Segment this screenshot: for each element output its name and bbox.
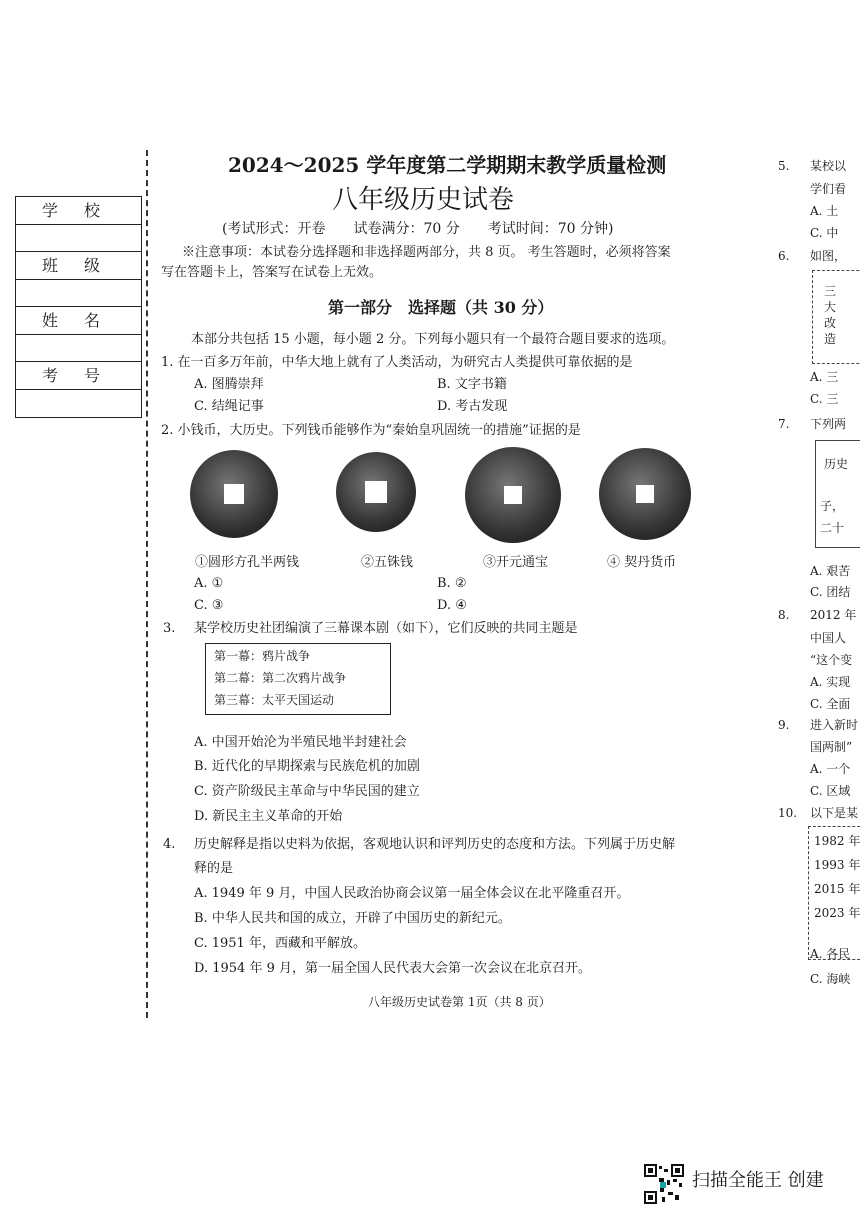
q4-stem-line-1: 历史解释是指以史料为依据，客观地认识和评判历史的态度和方法。下列属于历史解 (194, 837, 676, 852)
q9-stem-2: 国两制” (810, 740, 853, 754)
q5-stem: 某校以 (810, 159, 847, 173)
q7-stem: 下列两 (810, 417, 847, 431)
q5-stem-2: 学们看 (810, 182, 847, 196)
q8-stem: 2012 年 (810, 608, 857, 622)
q2-stem: 2. 小钱币，大历史。下列钱币能够作为“秦始皇巩固统一的措施”证据的是 (161, 423, 581, 438)
q10-option-a: A. 各民 (810, 947, 851, 961)
kaiyuan-coin-image (465, 447, 561, 543)
q9-option-a: A. 一个 (810, 762, 851, 776)
page-footer: 八年级历史试卷第 1页（共 8 页） (368, 995, 551, 1009)
q4-number: 4. (163, 837, 176, 852)
q2-option-a: A. ① (194, 576, 224, 591)
q4-option-a: A. 1949 年 9 月，中国人民政治协商会议第一届全体会议在北平隆重召开。 (194, 886, 630, 901)
section-intro: 本部分共包括 15 小题，每小题 2 分。下列每小题只有一个最符合题目要求的选项。 (191, 332, 675, 347)
binding-line (146, 150, 148, 1018)
q6-option-c: C. 三 (810, 392, 839, 406)
q4-option-c: C. 1951 年，西藏和平解放。 (194, 936, 366, 951)
name-label: 姓名 (16, 307, 141, 335)
q2-option-b: B. ② (437, 576, 467, 591)
q10-option-c: C. 海峡 (810, 972, 851, 986)
q6-box-text-3: 改 (824, 316, 837, 330)
q9-option-c: C. 区域 (810, 784, 851, 798)
q10-item-1: 1982 年 (814, 834, 860, 848)
q7-option-c: C. 团结 (810, 585, 851, 599)
q10-stem: 以下是某 (810, 806, 859, 820)
scanner-watermark: 扫描全能王 创建 (692, 1170, 824, 1191)
khitan-coin-image (599, 448, 691, 540)
q5-option-a: A. 土 (810, 204, 839, 218)
exam-number-label: 考号 (16, 362, 141, 390)
school-label: 学校 (16, 197, 141, 225)
q1-option-a: A. 图腾崇拜 (194, 377, 264, 392)
class-label: 班级 (16, 252, 141, 280)
q8-option-c: C. 全面 (810, 697, 851, 711)
q4-option-d: D. 1954 年 9 月，第一届全国人民代表大会第一次会议在北京召开。 (194, 961, 591, 976)
q3-option-d: D. 新民主主义革命的开始 (194, 809, 343, 824)
q2-caption-2: ②五铢钱 (361, 555, 414, 570)
notice-line-2: 写在答题卡上，答案写在试卷上无效。 (161, 265, 383, 280)
q7-option-a: A. 艰苦 (810, 564, 851, 578)
q8-option-a: A. 实现 (810, 675, 851, 689)
notice-line-1: ※注意事项：本试卷分选择题和非选择题两部分，共 8 页。 考生答题时，必须将答案 (182, 245, 671, 260)
q3-stem: 某学校历史社团编演了三幕课本剧（如下），它们反映的共同主题是 (194, 621, 578, 636)
exam-title: 2024～2025 学年度第二学期期末教学质量检测 (228, 153, 667, 177)
q5-option-c: C. 中 (810, 226, 839, 240)
q9-number: 9. (778, 718, 790, 732)
q2-caption-4: ④ 契丹货币 (607, 555, 677, 570)
q1-stem: 1. 在一百多万年前，中华大地上就有了人类活动，为研究古人类提供可靠依据的是 (161, 355, 633, 370)
q6-box-text-1: 三 (824, 284, 837, 298)
q8-number: 8. (778, 608, 790, 622)
q2-option-c: C. ③ (194, 598, 224, 613)
q10-item-3: 2015 年 (814, 882, 860, 896)
wuzhu-coin-image (336, 452, 416, 532)
q7-box-text-1: 历史 (824, 457, 849, 471)
student-info-table (15, 196, 142, 418)
q3-scene-box (205, 643, 391, 715)
q7-box-text-3: 二十 (820, 521, 845, 535)
section-title: 第一部分 选择题（共 30 分） (328, 298, 554, 317)
q1-option-c: C. 结绳记事 (194, 399, 264, 414)
q3-scene-1: 第一幕：鸦片战争 (214, 649, 311, 663)
q3-number: 3. (163, 621, 176, 636)
q1-option-b: B. 文字书籍 (437, 377, 507, 392)
school-blank (16, 225, 141, 252)
q2-caption-3: ③开元通宝 (483, 555, 549, 570)
q3-option-c: C. 资产阶级民主革命与中华民国的建立 (194, 784, 420, 799)
q6-stem: 如图， (810, 249, 847, 263)
q4-stem-line-2: 释的是 (194, 861, 234, 876)
q1-option-d: D. 考古发现 (437, 399, 508, 414)
q4-option-b: B. 中华人民共和国的成立，开辟了中国历史的新纪元。 (194, 911, 511, 926)
class-blank (16, 280, 141, 307)
q5-number: 5. (778, 159, 790, 173)
exam-info: (考试形式：开卷 试卷满分：70 分 考试时间：70 分钟) (222, 221, 614, 237)
name-blank (16, 335, 141, 362)
q3-option-a: A. 中国开始沦为半殖民地半封建社会 (194, 735, 407, 750)
q6-number: 6. (778, 249, 790, 263)
qr-code-icon (644, 1164, 684, 1204)
q6-option-a: A. 三 (810, 370, 839, 384)
q7-number: 7. (778, 417, 790, 431)
banliang-coin-image (190, 450, 278, 538)
q10-item-2: 1993 年 (814, 858, 860, 872)
exam-number-blank (16, 390, 141, 417)
q10-item-4: 2023 年 (814, 906, 860, 920)
q3-option-b: B. 近代化的早期探索与民族危机的加剧 (194, 759, 420, 774)
q9-stem: 进入新时 (810, 718, 859, 732)
q10-number: 10. (778, 806, 798, 820)
q7-box-text-2: 子， (820, 499, 845, 513)
q2-option-d: D. ④ (437, 598, 467, 613)
q2-caption-1: ①圆形方孔半两钱 (195, 555, 300, 570)
q3-scene-3: 第三幕：太平天国运动 (214, 693, 335, 707)
q6-box-text-2: 大 (824, 300, 837, 314)
q8-stem-3: “这个变 (810, 653, 853, 667)
q3-scene-2: 第二幕：第二次鸦片战争 (214, 671, 347, 685)
exam-subject-title: 八年级历史试卷 (332, 185, 515, 215)
q8-stem-2: 中国人 (810, 631, 847, 645)
q6-box-text-4: 造 (824, 332, 837, 346)
